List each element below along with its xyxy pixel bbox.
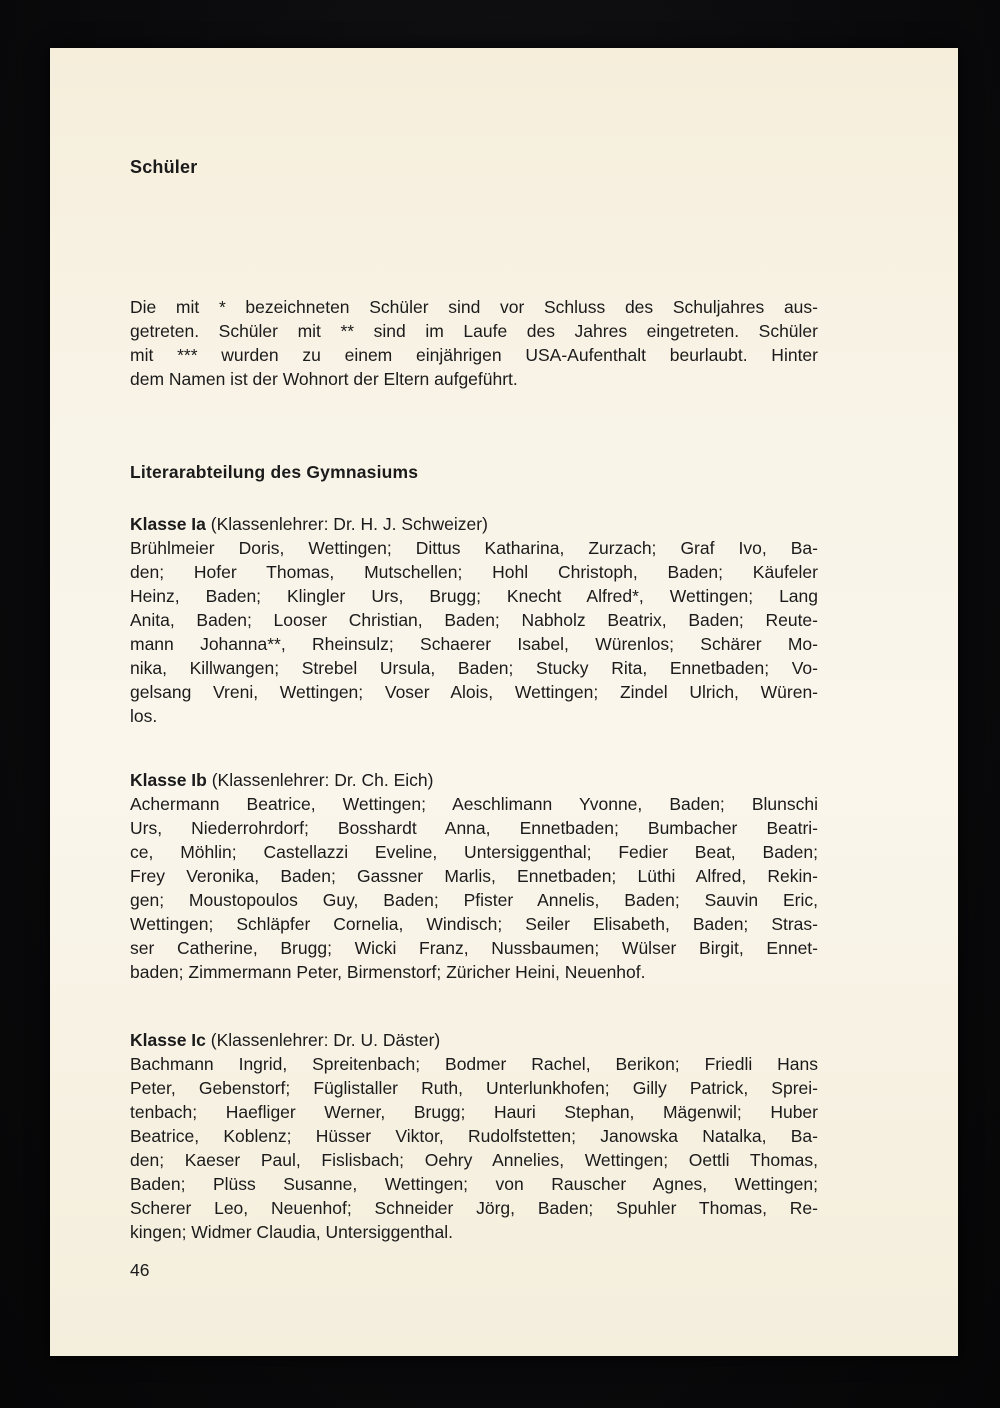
- text-line: getreten. Schüler mit ** sind im Laufe des Jahres eingetreten. Schüler: [130, 321, 818, 341]
- text-line: Achermann Beatrice, Wettingen; Aeschlimann Yvonne, Baden; Blunschi: [130, 794, 818, 814]
- text-line: Beatrice, Koblenz; Hüsser Viktor, Rudolfstetten; Janowska Natalka, Ba-: [130, 1126, 818, 1146]
- class-teacher-ia: (Klassenlehrer: Dr. H. J. Schweizer): [205, 514, 488, 534]
- text-line: baden; Zimmermann Peter, Birmenstorf; Züricher Heini, Neuenhof.: [130, 962, 646, 982]
- book-page: [50, 48, 958, 1356]
- text-line: los.: [130, 706, 158, 726]
- text-line: Urs, Niederrohrdorf; Bosshardt Anna, Ennetbaden; Bumbacher Beatri-: [130, 818, 818, 838]
- text-line: Bachmann Ingrid, Spreitenbach; Bodmer Rachel, Berikon; Friedli Hans: [130, 1054, 818, 1074]
- class-section-ia: [130, 512, 818, 728]
- text-line: Die mit * bezeichneten Schüler sind vor Schluss des Schuljahres aus-: [130, 297, 818, 317]
- class-teacher-ic: (Klassenlehrer: Dr. U. Däster): [205, 1030, 441, 1050]
- class-section-ic: [130, 1028, 818, 1244]
- text-line: den; Kaeser Paul, Fislisbach; Oehry Annelies, Wettingen; Oettli Thomas,: [130, 1150, 818, 1170]
- class-heading-ia: [130, 512, 818, 536]
- text-line: tenbach; Haefliger Werner, Brugg; Hauri Stephan, Mägenwil; Huber: [130, 1102, 818, 1122]
- class-student-list-ib: [130, 792, 818, 984]
- class-student-list-ic: [130, 1052, 818, 1244]
- section-heading: Literarabteilung des Gymnasiums: [130, 462, 419, 482]
- text-line: den; Hofer Thomas, Mutschellen; Hohl Christoph, Baden; Käufeler: [130, 562, 818, 582]
- text-line: nika, Killwangen; Strebel Ursula, Baden; Stucky Rita, Ennetbaden; Vo-: [130, 658, 818, 678]
- class-heading-ib: [130, 768, 818, 792]
- text-line: Brühlmeier Doris, Wettingen; Dittus Katharina, Zurzach; Graf Ivo, Ba-: [130, 538, 818, 558]
- text-line: Wettingen; Schläpfer Cornelia, Windisch; Seiler Elisabeth, Baden; Stras-: [130, 914, 818, 934]
- class-student-list-ia: [130, 536, 818, 728]
- page-number: 46: [130, 1260, 150, 1280]
- text-line: Baden; Plüss Susanne, Wettingen; von Rauscher Agnes, Wettingen;: [130, 1174, 818, 1194]
- class-name-ia: Klasse Ia: [130, 514, 206, 534]
- text-line: mit *** wurden zu einem einjährigen USA-Aufenthalt beurlaubt. Hinter: [130, 345, 818, 365]
- class-name-ib: Klasse Ib: [130, 770, 207, 790]
- text-line: kingen; Widmer Claudia, Untersiggenthal.: [130, 1222, 453, 1242]
- text-line: gen; Moustopoulos Guy, Baden; Pfister Annelis, Baden; Sauvin Eric,: [130, 890, 818, 910]
- text-line: dem Namen ist der Wohnort der Eltern aufgeführt.: [130, 369, 518, 389]
- text-line: Peter, Gebenstorf; Füglistaller Ruth, Unterlunkhofen; Gilly Patrick, Sprei-: [130, 1078, 818, 1098]
- text-line: Anita, Baden; Looser Christian, Baden; Nabholz Beatrix, Baden; Reute-: [130, 610, 818, 630]
- class-section-ib: [130, 768, 818, 984]
- text-line: mann Johanna**, Rheinsulz; Schaerer Isabel, Würenlos; Schärer Mo-: [130, 634, 818, 654]
- class-name-ic: Klasse Ic: [130, 1030, 206, 1050]
- class-teacher-ib: (Klassenlehrer: Dr. Ch. Eich): [206, 770, 434, 790]
- text-line: ce, Möhlin; Castellazzi Eveline, Untersiggenthal; Fedier Beat, Baden;: [130, 842, 818, 862]
- text-line: Frey Veronika, Baden; Gassner Marlis, Ennetbaden; Lüthi Alfred, Rekin-: [130, 866, 818, 886]
- text-line: ser Catherine, Brugg; Wicki Franz, Nussbaumen; Wülser Birgit, Ennet-: [130, 938, 818, 958]
- page-title: Schüler: [130, 157, 198, 177]
- text-line: Scherer Leo, Neuenhof; Schneider Jörg, Baden; Spuhler Thomas, Re-: [130, 1198, 818, 1218]
- text-line: gelsang Vreni, Wettingen; Voser Alois, Wettingen; Zindel Ulrich, Würen-: [130, 682, 818, 702]
- text-line: Heinz, Baden; Klingler Urs, Brugg; Knecht Alfred*, Wettingen; Lang: [130, 586, 818, 606]
- intro-paragraph: [130, 295, 818, 391]
- class-heading-ic: [130, 1028, 818, 1052]
